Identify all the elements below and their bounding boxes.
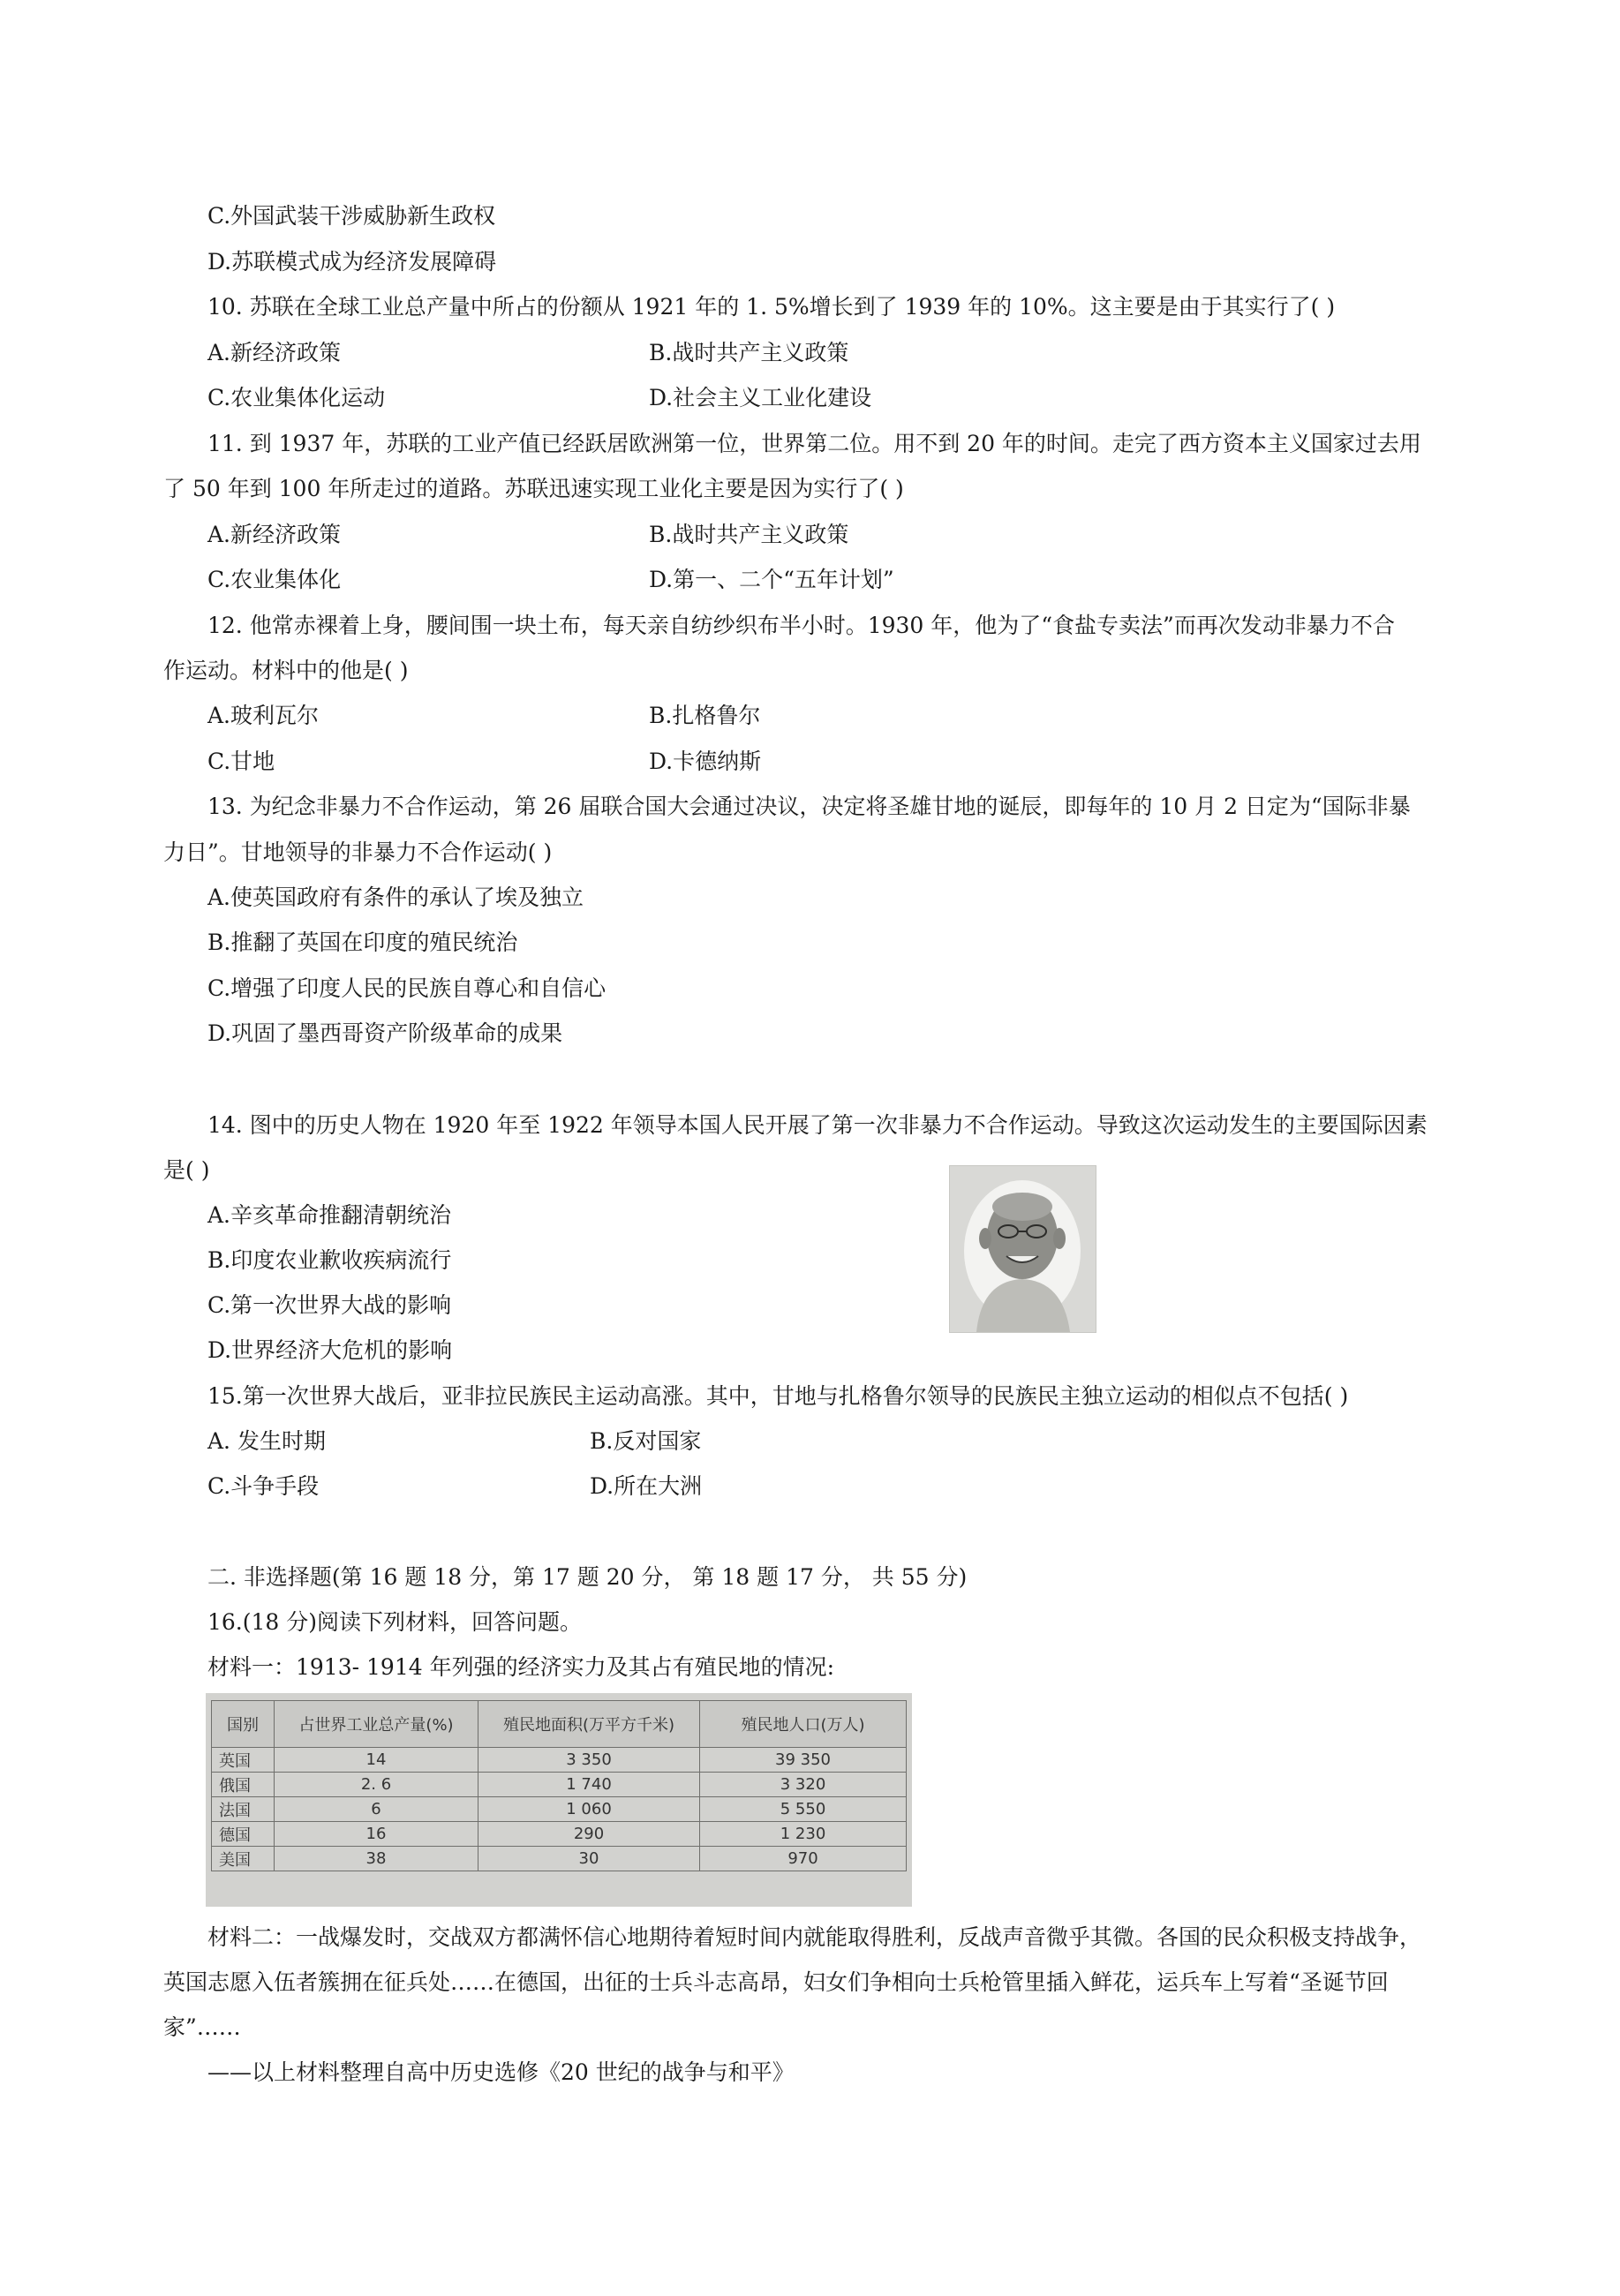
table-header-country: 国别 <box>212 1701 275 1748</box>
table-row <box>212 1773 907 1797</box>
material2-line2: 英国志愿入伍者簇拥在征兵处……在德国，出征的士兵斗志高昂，妇女们争相向士兵枪管里插入鲜花，运兵车上写着“圣诞节回 <box>163 1969 1389 1995</box>
q14-option-a: A.辛亥革命推翻清朝统治 <box>207 1202 452 1228</box>
q11-stem-line2: 了 50 年到 100 年所走过的道路。苏联迅速实现工业化主要是因为实行了( ) <box>163 476 904 501</box>
colonial-table <box>211 1700 907 1871</box>
table-cell-population: 1 230 <box>700 1822 907 1847</box>
material-source: ——以上材料整理自高中历史选修《20 世纪的战争与和平》 <box>207 2059 795 2085</box>
q11-option-d: D.第一、二个“五年计划” <box>649 567 894 592</box>
table-cell-area: 30 <box>478 1847 700 1871</box>
table-cell-country: 德国 <box>212 1822 275 1847</box>
q13-stem-line2: 力日”。甘地领导的非暴力不合作运动( ) <box>163 839 553 865</box>
q15-option-b: B.反对国家 <box>590 1428 702 1454</box>
table-cell-share: 2. 6 <box>275 1773 478 1797</box>
q12-option-c: C.甘地 <box>207 749 275 774</box>
q14-stem-line2: 是( ) <box>163 1157 210 1183</box>
table-cell-population: 5 550 <box>700 1797 907 1822</box>
table-header-colony-area: 殖民地面积(万平方千米) <box>478 1701 700 1748</box>
q13-option-b: B.推翻了英国在印度的殖民统治 <box>207 930 518 955</box>
table-cell-share: 38 <box>275 1847 478 1871</box>
q12-stem-line1: 12. 他常赤裸着上身，腰间围一块土布，每天亲自纺纱织布半小时。1930 年，他为了“食盐专卖法”而再次发动非暴力不合 <box>207 613 1395 638</box>
q12-option-d: D.卡德纳斯 <box>649 749 762 774</box>
q15-option-c: C.斗争手段 <box>207 1473 320 1499</box>
q15-stem: 15.第一次世界大战后，亚非拉民族民主运动高涨。其中，甘地与扎格鲁尔领导的民族民主独立运动的相似点不包括( ) <box>207 1383 1349 1409</box>
table-cell-population: 3 320 <box>700 1773 907 1797</box>
q9-option-c: C.外国武装干涉威胁新生政权 <box>207 203 496 229</box>
section2-heading: 二. 非选择题(第 16 题 18 分，第 17 题 20 分， 第 18 题 17 分， 共 55 分) <box>207 1564 968 1590</box>
table-cell-area: 1 060 <box>478 1797 700 1822</box>
material1-title: 材料一：1913- 1914 年列强的经济实力及其占有殖民地的情况: <box>207 1654 835 1680</box>
table-cell-country: 俄国 <box>212 1773 275 1797</box>
table-header-row <box>212 1701 907 1748</box>
table-row <box>212 1797 907 1822</box>
q11-stem-line1: 11. 到 1937 年，苏联的工业产值已经跃居欧洲第一位，世界第二位。用不到 20 年的时间。走完了西方资本主义国家过去用 <box>207 431 1421 456</box>
colonial-table-image <box>206 1693 912 1907</box>
q10-option-d: D.社会主义工业化建设 <box>649 385 872 410</box>
table-header-colony-population: 殖民地人口(万人) <box>700 1701 907 1748</box>
table-cell-share: 6 <box>275 1797 478 1822</box>
table-row <box>212 1847 907 1871</box>
table-cell-share: 14 <box>275 1748 478 1773</box>
material2-line1: 材料二：一战爆发时，交战双方都满怀信心地期待着短时间内就能取得胜利，反战声音微乎其微。各国的民众积极支持战争， <box>207 1924 1422 1950</box>
table-cell-area: 290 <box>478 1822 700 1847</box>
q14-option-d: D.世界经济大危机的影响 <box>207 1337 453 1363</box>
table-cell-area: 3 350 <box>478 1748 700 1773</box>
table-row <box>212 1822 907 1847</box>
q12-option-b: B.扎格鲁尔 <box>649 703 761 728</box>
table-cell-population: 39 350 <box>700 1748 907 1773</box>
q10-option-b: B.战时共产主义政策 <box>649 340 849 365</box>
q13-stem-line1: 13. 为纪念非暴力不合作运动，第 26 届联合国大会通过决议，决定将圣雄甘地的诞辰，即每年的 10 月 2 日定为“国际非暴 <box>207 794 1411 819</box>
portrait-icon <box>950 1166 1096 1332</box>
table-header-industrial-share: 占世界工业总产量(%) <box>275 1701 478 1748</box>
q12-option-a: A.玻利瓦尔 <box>207 703 320 728</box>
q11-option-a: A.新经济政策 <box>207 522 342 547</box>
q12-stem-line2: 作运动。材料中的他是( ) <box>163 658 409 683</box>
q13-option-d: D.巩固了墨西哥资产阶级革命的成果 <box>207 1020 563 1046</box>
table-cell-country: 美国 <box>212 1847 275 1871</box>
q16-stem: 16.(18 分)阅读下列材料，回答问题。 <box>207 1609 583 1635</box>
q10-option-c: C.农业集体化运动 <box>207 385 386 410</box>
q11-option-b: B.战时共产主义政策 <box>649 522 849 547</box>
q10-stem: 10. 苏联在全球工业总产量中所占的份额从 1921 年的 1. 5%增长到了 1939 年的 10%。这主要是由于其实行了( ) <box>207 294 1336 320</box>
q14-option-b: B.印度农业歉收疾病流行 <box>207 1247 452 1273</box>
table-cell-country: 法国 <box>212 1797 275 1822</box>
q13-option-c: C.增强了印度人民的民族自尊心和自信心 <box>207 975 607 1001</box>
table-row <box>212 1748 907 1773</box>
q15-option-a: A. 发生时期 <box>207 1428 326 1454</box>
gandhi-portrait-image <box>949 1165 1096 1333</box>
q10-option-a: A.新经济政策 <box>207 340 342 365</box>
q14-option-c: C.第一次世界大战的影响 <box>207 1292 452 1318</box>
q15-option-d: D.所在大洲 <box>590 1473 703 1499</box>
table-cell-country: 英国 <box>212 1748 275 1773</box>
q9-option-d: D.苏联模式成为经济发展障碍 <box>207 249 497 275</box>
table-cell-population: 970 <box>700 1847 907 1871</box>
q11-option-c: C.农业集体化 <box>207 567 342 592</box>
q14-stem-line1: 14. 图中的历史人物在 1920 年至 1922 年领导本国人民开展了第一次非暴力不合作运动。导致这次运动发生的主要国际因素 <box>207 1112 1428 1138</box>
material2-line3: 家”…… <box>163 2014 241 2040</box>
table-cell-area: 1 740 <box>478 1773 700 1797</box>
q13-option-a: A.使英国政府有条件的承认了埃及独立 <box>207 885 584 910</box>
table-cell-share: 16 <box>275 1822 478 1847</box>
